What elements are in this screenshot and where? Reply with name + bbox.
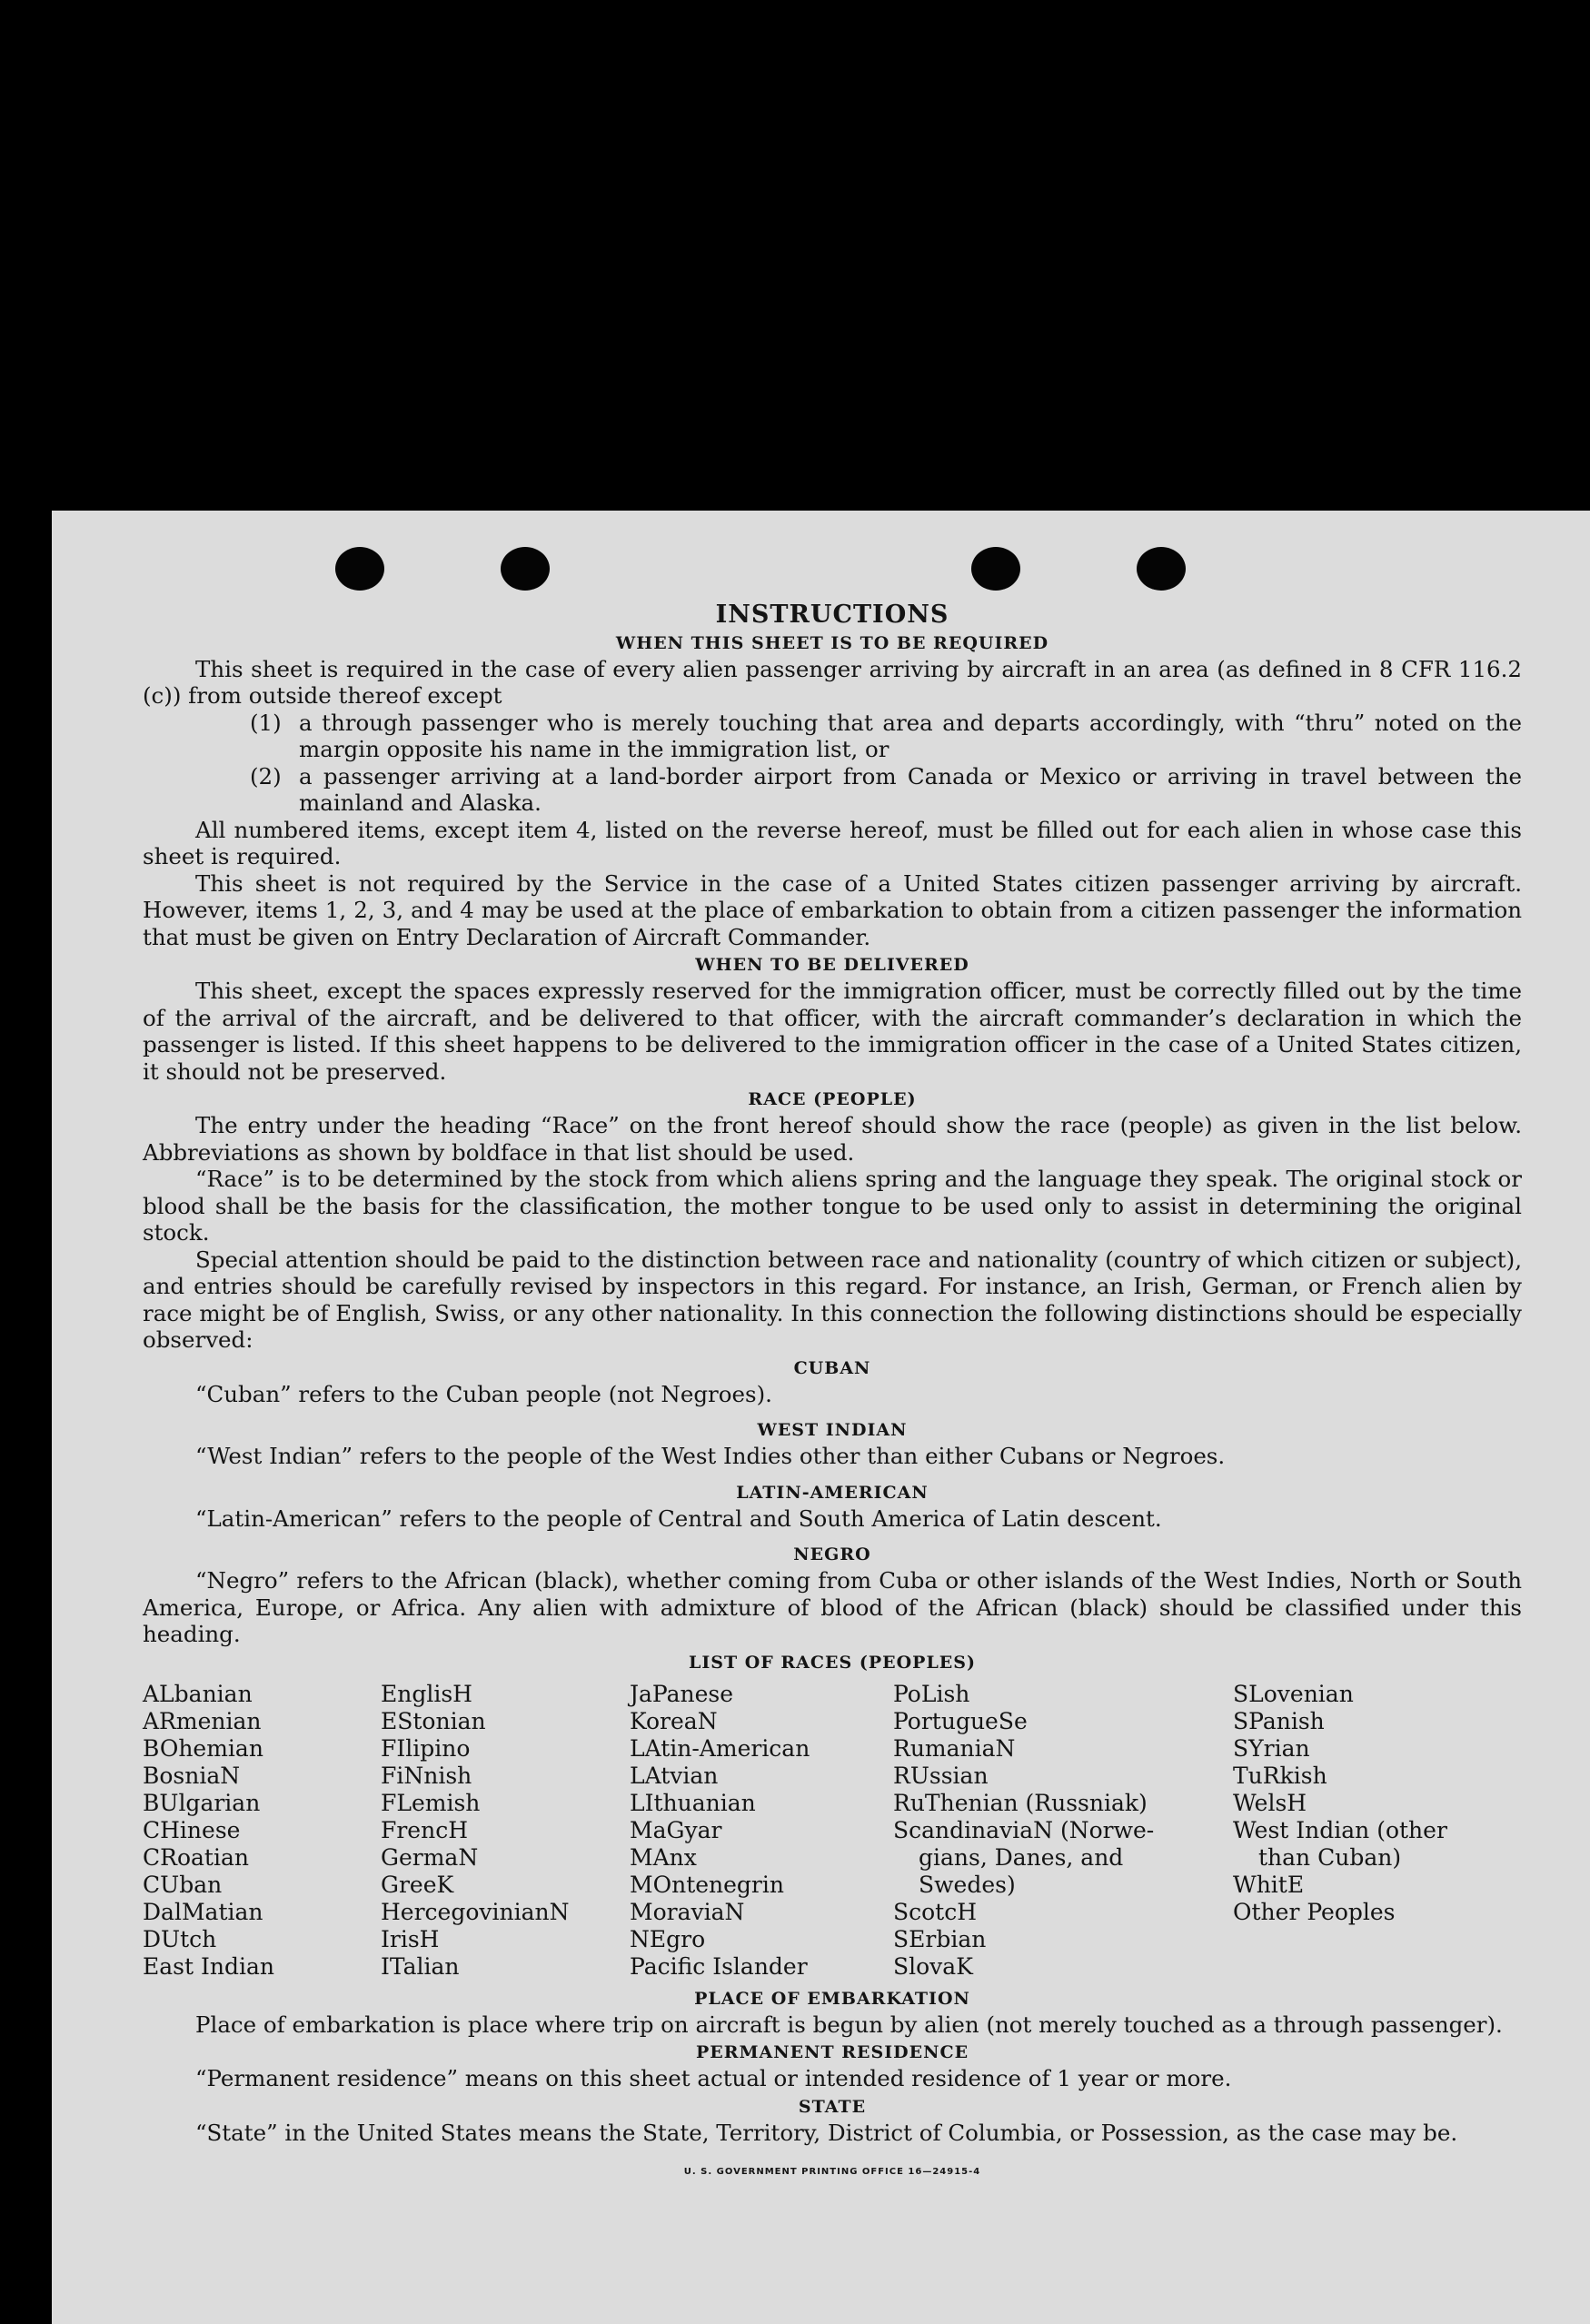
race-entry: WelsH xyxy=(1233,1789,1307,1816)
paragraph-negro: “Negro” refers to the African (black), whether coming from Cuba or other islands of the West Indies, North or South America, Europe, or Africa. Any alien with admixture of blood of the African (black) should be classified under this heading. xyxy=(143,1567,1522,1647)
heading-west-indian: WEST INDIAN xyxy=(757,1420,908,1440)
item-text: a passenger arriving at a land-border airport from Canada or Mexico or arriving in travel between the mainland and Alaska. xyxy=(299,762,1522,816)
paragraph-citizen: This sheet is not required by the Service in the case of a United States citizen passenger arriving by aircraft. However, items 1, 2, 3, and 4 may be used at the place of embarkation to obtain from a citizen passenger the information that must be given on Entry Declaration of Aircraft Commander. xyxy=(143,869,1522,950)
race-entry: HercegovinianN xyxy=(381,1898,570,1925)
race-entry: DalMatian xyxy=(143,1898,263,1925)
paragraph-west-indian: “West Indian” refers to the people of the West Indies other than either Cubans or Negroes. xyxy=(195,1443,1226,1469)
race-entry: SlovaK xyxy=(893,1952,973,1980)
races-column-3 xyxy=(630,1681,810,1981)
paragraph-embarkation: Place of embarkation is place where trip on aircraft is begun by alien (not merely touched as a through passenger). xyxy=(195,2011,1503,2038)
race-entry: ARmenian xyxy=(143,1707,262,1734)
race-entry: KoreaN xyxy=(630,1707,718,1734)
race-entry: SPanish xyxy=(1233,1707,1325,1734)
punch-hole-1 xyxy=(335,547,384,591)
race-entry: NEgro xyxy=(630,1925,706,1952)
race-entry: gians, Danes, and xyxy=(919,1843,1124,1871)
paragraph-race-1: The entry under the heading “Race” on the front hereof should show the race (people) as given in the list below. Abbreviations as shown by boldface in that list should be used. xyxy=(143,1112,1522,1166)
item-number: (1) xyxy=(250,709,282,736)
race-entry: WhitE xyxy=(1233,1871,1305,1898)
heading-permanent-residence: PERMANENT RESIDENCE xyxy=(695,2042,969,2062)
paragraph-permanent-residence: “Permanent residence” means on this sheet actual or intended residence of 1 year or more. xyxy=(195,2065,1232,2091)
race-entry: Swedes) xyxy=(919,1871,1016,1898)
race-entry: FIlipino xyxy=(381,1734,471,1762)
item-text: a through passenger who is merely touching that area and departs accordingly, with “thru” noted on the margin opposite his name in the immigration list, or xyxy=(299,709,1522,762)
paragraph-race-2: “Race” is to be determined by the stock from which aliens spring and the language they speak. The original stock or blood shall be the basis for the classification, the mother tongue to be used only to assist in determining the original stock. xyxy=(143,1166,1522,1246)
instructions-body xyxy=(143,601,1522,2186)
race-entry: EnglisH xyxy=(381,1680,472,1707)
race-entry: CHinese xyxy=(143,1816,241,1843)
races-column-1 xyxy=(143,1681,274,1981)
race-entry: PoLish xyxy=(893,1680,970,1707)
paragraph-cuban: “Cuban” refers to the Cuban people (not Negroes). xyxy=(195,1380,772,1407)
races-column-5 xyxy=(1233,1681,1447,1926)
punch-hole-3 xyxy=(971,547,1020,591)
race-entry: TuRkish xyxy=(1233,1762,1327,1789)
race-entry: FiNnish xyxy=(381,1762,472,1789)
heading-state: STATE xyxy=(798,2096,867,2117)
race-entry: GermaN xyxy=(381,1843,479,1871)
race-entry: CUban xyxy=(143,1871,223,1898)
heading-latin-american: LATIN-AMERICAN xyxy=(736,1482,929,1503)
exception-item-2 xyxy=(250,763,1522,817)
race-entry: SLovenian xyxy=(1233,1680,1354,1707)
race-entry: MoraviaN xyxy=(630,1898,745,1925)
race-entry: LAtvian xyxy=(630,1762,719,1789)
race-entry: SErbian xyxy=(893,1925,987,1952)
instruction-sheet xyxy=(52,511,1590,2324)
paragraph-race-3: Special attention should be paid to the distinction between race and nationality (country of which citizen or subject), and entries should be carefully revised by inspectors in this regard. For instance, an Irish, German, or French alien by race might be of English, Swiss, or any other nationality. In this connection the following distinctions should be especially observed: xyxy=(143,1246,1522,1353)
races-column-2 xyxy=(381,1681,570,1981)
race-entry: MOntenegrin xyxy=(630,1871,784,1898)
heading-list-of-races: LIST OF RACES (PEOPLES) xyxy=(689,1652,976,1673)
punch-hole-4 xyxy=(1137,547,1186,591)
race-entry: FrencH xyxy=(381,1816,468,1843)
heading-embarkation: PLACE OF EMBARKATION xyxy=(694,1988,970,2009)
race-entry: FLemish xyxy=(381,1789,481,1816)
page-title: INSTRUCTIONS xyxy=(715,601,949,629)
paragraph-state: “State” in the United States means the State, Territory, District of Columbia, or Possession, as the case may be. xyxy=(195,2119,1458,2146)
item-number: (2) xyxy=(250,762,282,790)
race-entry: BosniaN xyxy=(143,1762,241,1789)
race-entry: LIthuanian xyxy=(630,1789,756,1816)
paragraph-numbered-items: All numbered items, except item 4, listed on the reverse hereof, must be filled out for each alien in whose case this sheet is required. xyxy=(143,816,1522,869)
printing-office-footer: U. S. GOVERNMENT PRINTING OFFICE 16—24915-4 xyxy=(683,2167,981,2177)
heading-race: RACE (PEOPLE) xyxy=(748,1089,917,1109)
race-entry: Other Peoples xyxy=(1233,1898,1396,1925)
heading-cuban: CUBAN xyxy=(793,1357,871,1378)
race-entry: CRoatian xyxy=(143,1843,249,1871)
race-entry: RUssian xyxy=(893,1762,989,1789)
race-entry: MaGyar xyxy=(630,1816,722,1843)
race-entry: MAnx xyxy=(630,1843,697,1871)
race-entry: ITalian xyxy=(381,1952,460,1980)
heading-negro: NEGRO xyxy=(793,1544,871,1564)
races-list xyxy=(143,1681,1522,1984)
race-entry: RuThenian (Russniak) xyxy=(893,1789,1148,1816)
race-entry: ALbanian xyxy=(143,1680,253,1707)
race-entry: EStonian xyxy=(381,1707,486,1734)
heading-when-delivered: WHEN TO BE DELIVERED xyxy=(695,955,969,975)
race-entry: JaPanese xyxy=(630,1680,734,1707)
race-entry: East Indian xyxy=(143,1952,274,1980)
race-entry: PortugueSe xyxy=(893,1707,1028,1734)
heading-when-required: WHEN THIS SHEET IS TO BE REQUIRED xyxy=(615,632,1049,653)
races-column-4 xyxy=(893,1681,1154,1981)
race-entry: IrisH xyxy=(381,1925,440,1952)
race-entry: DUtch xyxy=(143,1925,217,1952)
paragraph-when-required: This sheet is required in the case of every alien passenger arriving by aircraft in an area (as defined in 8 CFR 116.2 (c)) from outside thereof except xyxy=(143,655,1522,709)
paragraph-when-delivered: This sheet, except the spaces expressly reserved for the immigration officer, must be correctly filled out by the time of the arrival of the aircraft, and be delivered to that officer, with the aircraft commander’s declaration in which the passenger is listed. If this sheet happens to be delivered to the immigration officer in the case of a United States citizen, it should not be preserved. xyxy=(143,978,1522,1085)
paragraph-latin-american: “Latin-American” refers to the people of Central and South America of Latin descent. xyxy=(195,1505,1162,1532)
exception-item-1 xyxy=(250,710,1522,763)
race-entry: LAtin-American xyxy=(630,1734,810,1762)
race-entry: ScotcH xyxy=(893,1898,978,1925)
race-entry: ScandinaviaN (Norwe- xyxy=(893,1816,1155,1843)
race-entry: BOhemian xyxy=(143,1734,263,1762)
punch-hole-2 xyxy=(501,547,550,591)
race-entry: than Cuban) xyxy=(1258,1843,1402,1871)
race-entry: Pacific Islander xyxy=(630,1952,808,1980)
race-entry: SYrian xyxy=(1233,1734,1310,1762)
race-entry: BUlgarian xyxy=(143,1789,261,1816)
race-entry: West Indian (other xyxy=(1233,1816,1447,1843)
race-entry: RumaniaN xyxy=(893,1734,1016,1762)
race-entry: GreeK xyxy=(381,1871,454,1898)
